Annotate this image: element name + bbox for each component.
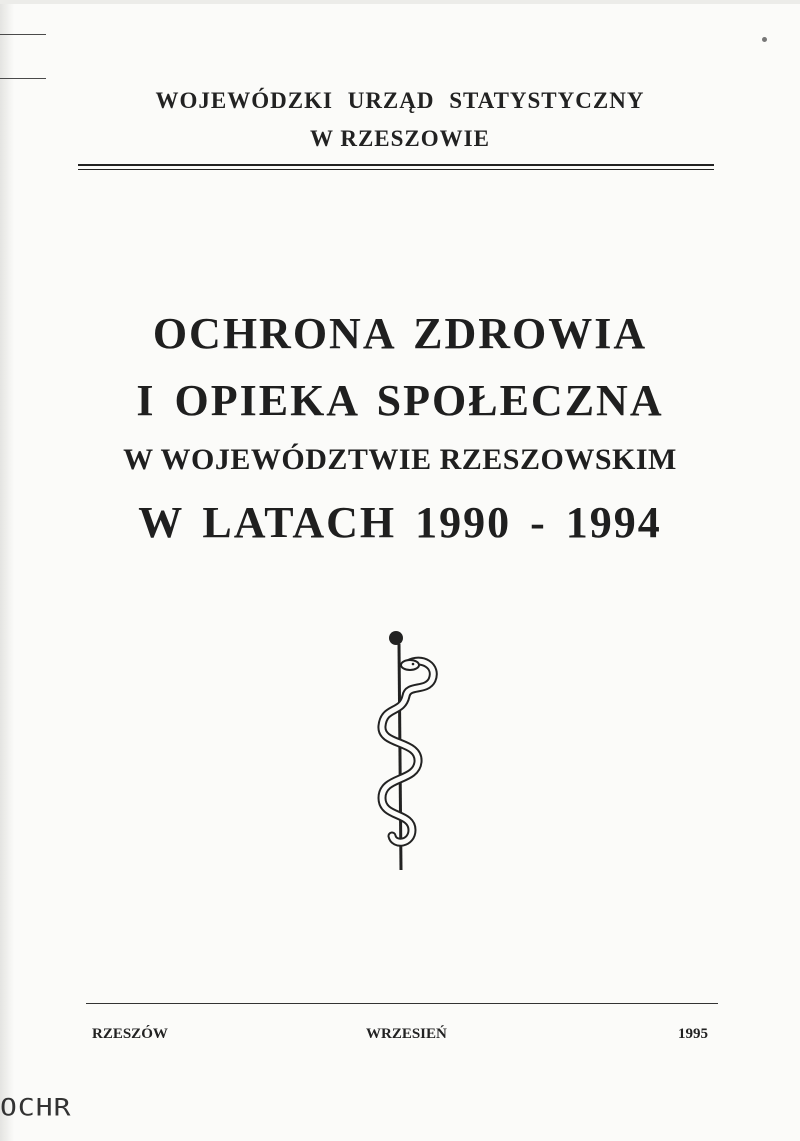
page-top-edge — [0, 0, 800, 4]
page-edge-shadow — [0, 0, 14, 1141]
publication-month: WRZESIEŃ — [366, 1026, 447, 1042]
handwritten-shelf-code: OCHR — [0, 1093, 72, 1122]
margin-mark — [0, 78, 46, 79]
institution-location: W RZESZOWIE — [310, 126, 490, 151]
publication-place: RZESZÓW — [92, 1026, 168, 1042]
paper-speck — [762, 37, 767, 42]
title-line-3: W WOJEWÓDZTWIE RZESZOWSKIM — [123, 443, 677, 476]
footer-divider — [86, 1003, 718, 1004]
title-line-4: W LATACH 1990 - 1994 — [138, 498, 662, 547]
publication-year: 1995 — [678, 1026, 708, 1042]
title-line-2: I OPIEKA SPOŁECZNA — [136, 376, 664, 425]
rod-of-asclepius-icon — [360, 622, 440, 872]
margin-mark — [0, 34, 46, 35]
header-divider — [78, 164, 714, 170]
title-line-1: OCHRONA ZDROWIA — [152, 309, 648, 358]
institution-name: WOJEWÓDZKI URZĄD STATYSTYCZNY — [155, 88, 645, 113]
